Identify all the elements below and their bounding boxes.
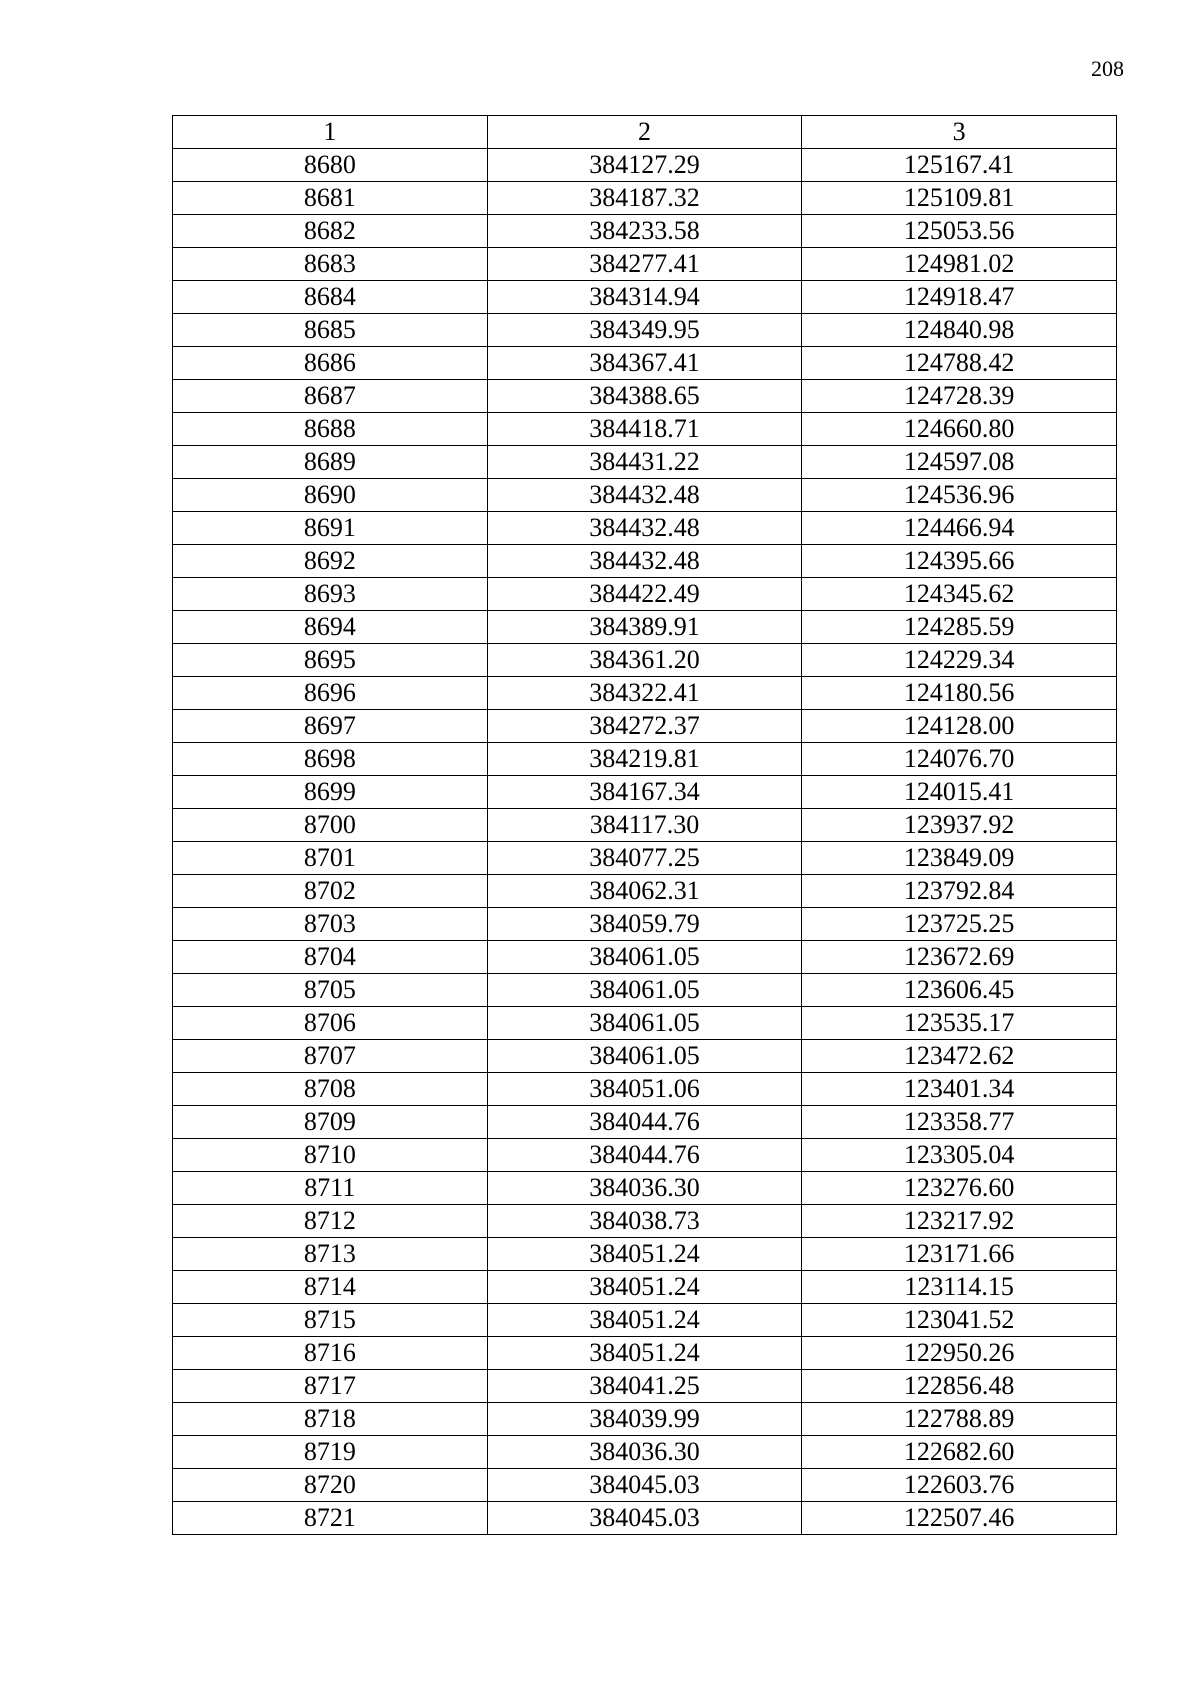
table-row [173,743,1117,776]
x-coordinate-cell: 384051.24 [487,1238,802,1271]
column-header-3: 3 [802,116,1117,149]
x-coordinate-cell: 384272.37 [487,710,802,743]
point-number-cell: 8710 [173,1139,488,1172]
table-row [173,182,1117,215]
point-number-cell: 8711 [173,1172,488,1205]
table-row [173,512,1117,545]
x-coordinate-cell: 384041.25 [487,1370,802,1403]
y-coordinate-cell: 122682.60 [802,1436,1117,1469]
table-row [173,347,1117,380]
x-coordinate-cell: 384051.24 [487,1271,802,1304]
y-coordinate-cell: 124128.00 [802,710,1117,743]
point-number-cell: 8703 [173,908,488,941]
y-coordinate-cell: 122950.26 [802,1337,1117,1370]
x-coordinate-cell: 384432.48 [487,479,802,512]
point-number-cell: 8718 [173,1403,488,1436]
point-number-cell: 8694 [173,611,488,644]
x-coordinate-cell: 384233.58 [487,215,802,248]
x-coordinate-cell: 384062.31 [487,875,802,908]
point-number-cell: 8714 [173,1271,488,1304]
y-coordinate-cell: 123217.92 [802,1205,1117,1238]
table-row [173,974,1117,1007]
table-row [173,1073,1117,1106]
point-number-cell: 8701 [173,842,488,875]
y-coordinate-cell: 124918.47 [802,281,1117,314]
table-row [173,1205,1117,1238]
y-coordinate-cell: 124076.70 [802,743,1117,776]
table-row [173,413,1117,446]
x-coordinate-cell: 384431.22 [487,446,802,479]
y-coordinate-cell: 124229.34 [802,644,1117,677]
table-row [173,545,1117,578]
x-coordinate-cell: 384349.95 [487,314,802,347]
y-coordinate-cell: 124466.94 [802,512,1117,545]
y-coordinate-cell: 123725.25 [802,908,1117,941]
table-row [173,941,1117,974]
point-number-cell: 8683 [173,248,488,281]
y-coordinate-cell: 124536.96 [802,479,1117,512]
page-number: 208 [1091,56,1124,81]
y-coordinate-cell: 122507.46 [802,1502,1117,1535]
table-row [173,1172,1117,1205]
point-number-cell: 8700 [173,809,488,842]
point-number-cell: 8698 [173,743,488,776]
point-number-cell: 8693 [173,578,488,611]
table-row [173,1040,1117,1073]
column-header-2: 2 [487,116,802,149]
x-coordinate-cell: 384314.94 [487,281,802,314]
x-coordinate-cell: 384051.24 [487,1337,802,1370]
x-coordinate-cell: 384422.49 [487,578,802,611]
x-coordinate-cell: 384051.24 [487,1304,802,1337]
point-number-cell: 8708 [173,1073,488,1106]
table-row [173,875,1117,908]
point-number-cell: 8706 [173,1007,488,1040]
table-row [173,842,1117,875]
x-coordinate-cell: 384277.41 [487,248,802,281]
y-coordinate-cell: 124285.59 [802,611,1117,644]
x-coordinate-cell: 384219.81 [487,743,802,776]
y-coordinate-cell: 123792.84 [802,875,1117,908]
x-coordinate-cell: 384077.25 [487,842,802,875]
x-coordinate-cell: 384044.76 [487,1106,802,1139]
point-number-cell: 8721 [173,1502,488,1535]
table-row [173,380,1117,413]
table-row [173,479,1117,512]
y-coordinate-cell: 122856.48 [802,1370,1117,1403]
x-coordinate-cell: 384061.05 [487,1040,802,1073]
y-coordinate-cell: 123041.52 [802,1304,1117,1337]
table-row [173,215,1117,248]
y-coordinate-cell: 123472.62 [802,1040,1117,1073]
y-coordinate-cell: 122603.76 [802,1469,1117,1502]
x-coordinate-cell: 384036.30 [487,1172,802,1205]
y-coordinate-cell: 123114.15 [802,1271,1117,1304]
table-row [173,1370,1117,1403]
point-number-cell: 8690 [173,479,488,512]
x-coordinate-cell: 384418.71 [487,413,802,446]
x-coordinate-cell: 384167.34 [487,776,802,809]
x-coordinate-cell: 384036.30 [487,1436,802,1469]
x-coordinate-cell: 384061.05 [487,941,802,974]
table-row [173,1337,1117,1370]
y-coordinate-cell: 123535.17 [802,1007,1117,1040]
y-coordinate-cell: 123606.45 [802,974,1117,1007]
point-number-cell: 8686 [173,347,488,380]
y-coordinate-cell: 124981.02 [802,248,1117,281]
table-header [173,116,1117,149]
point-number-cell: 8681 [173,182,488,215]
y-coordinate-cell: 124788.42 [802,347,1117,380]
point-number-cell: 8719 [173,1436,488,1469]
y-coordinate-cell: 123401.34 [802,1073,1117,1106]
point-number-cell: 8702 [173,875,488,908]
point-number-cell: 8695 [173,644,488,677]
y-coordinate-cell: 124345.62 [802,578,1117,611]
x-coordinate-cell: 384038.73 [487,1205,802,1238]
y-coordinate-cell: 124015.41 [802,776,1117,809]
y-coordinate-cell: 124395.66 [802,545,1117,578]
x-coordinate-cell: 384061.05 [487,974,802,1007]
table-row [173,611,1117,644]
y-coordinate-cell: 124728.39 [802,380,1117,413]
table-row [173,809,1117,842]
y-coordinate-cell: 125053.56 [802,215,1117,248]
x-coordinate-cell: 384039.99 [487,1403,802,1436]
x-coordinate-cell: 384389.91 [487,611,802,644]
y-coordinate-cell: 123276.60 [802,1172,1117,1205]
point-number-cell: 8717 [173,1370,488,1403]
y-coordinate-cell: 123672.69 [802,941,1117,974]
table-body [173,149,1117,1535]
table-row [173,1271,1117,1304]
table-row [173,1139,1117,1172]
table-row [173,1304,1117,1337]
point-number-cell: 8680 [173,149,488,182]
table-row [173,248,1117,281]
x-coordinate-cell: 384051.06 [487,1073,802,1106]
table-row [173,677,1117,710]
y-coordinate-cell: 124180.56 [802,677,1117,710]
table-row [173,1007,1117,1040]
y-coordinate-cell: 124597.08 [802,446,1117,479]
table-row [173,314,1117,347]
y-coordinate-cell: 123305.04 [802,1139,1117,1172]
point-number-cell: 8707 [173,1040,488,1073]
point-number-cell: 8705 [173,974,488,1007]
point-number-cell: 8709 [173,1106,488,1139]
y-coordinate-cell: 123849.09 [802,842,1117,875]
table-row [173,578,1117,611]
point-number-cell: 8697 [173,710,488,743]
point-number-cell: 8689 [173,446,488,479]
table-row [173,149,1117,182]
point-number-cell: 8696 [173,677,488,710]
x-coordinate-cell: 384045.03 [487,1469,802,1502]
point-number-cell: 8688 [173,413,488,446]
table-row [173,446,1117,479]
x-coordinate-cell: 384117.30 [487,809,802,842]
x-coordinate-cell: 384367.41 [487,347,802,380]
point-number-cell: 8687 [173,380,488,413]
point-number-cell: 8720 [173,1469,488,1502]
table-row [173,908,1117,941]
y-coordinate-cell: 124840.98 [802,314,1117,347]
table-row [173,710,1117,743]
point-number-cell: 8682 [173,215,488,248]
x-coordinate-cell: 384044.76 [487,1139,802,1172]
table-row [173,1436,1117,1469]
point-number-cell: 8685 [173,314,488,347]
table-header-row [173,116,1117,149]
y-coordinate-cell: 122788.89 [802,1403,1117,1436]
y-coordinate-cell: 123358.77 [802,1106,1117,1139]
y-coordinate-cell: 123171.66 [802,1238,1117,1271]
x-coordinate-cell: 384059.79 [487,908,802,941]
x-coordinate-cell: 384061.05 [487,1007,802,1040]
x-coordinate-cell: 384432.48 [487,545,802,578]
point-number-cell: 8691 [173,512,488,545]
x-coordinate-cell: 384361.20 [487,644,802,677]
coordinates-table [172,115,1117,1535]
point-number-cell: 8699 [173,776,488,809]
table-row [173,281,1117,314]
point-number-cell: 8713 [173,1238,488,1271]
table-row [173,1403,1117,1436]
column-header-1: 1 [173,116,488,149]
point-number-cell: 8715 [173,1304,488,1337]
x-coordinate-cell: 384187.32 [487,182,802,215]
x-coordinate-cell: 384322.41 [487,677,802,710]
point-number-cell: 8712 [173,1205,488,1238]
table-row [173,1469,1117,1502]
table-row [173,1238,1117,1271]
y-coordinate-cell: 123937.92 [802,809,1117,842]
y-coordinate-cell: 124660.80 [802,413,1117,446]
point-number-cell: 8704 [173,941,488,974]
point-number-cell: 8716 [173,1337,488,1370]
point-number-cell: 8692 [173,545,488,578]
x-coordinate-cell: 384127.29 [487,149,802,182]
y-coordinate-cell: 125167.41 [802,149,1117,182]
x-coordinate-cell: 384388.65 [487,380,802,413]
y-coordinate-cell: 125109.81 [802,182,1117,215]
table-row [173,776,1117,809]
table-row [173,1502,1117,1535]
point-number-cell: 8684 [173,281,488,314]
x-coordinate-cell: 384432.48 [487,512,802,545]
table-row [173,1106,1117,1139]
table-row [173,644,1117,677]
x-coordinate-cell: 384045.03 [487,1502,802,1535]
